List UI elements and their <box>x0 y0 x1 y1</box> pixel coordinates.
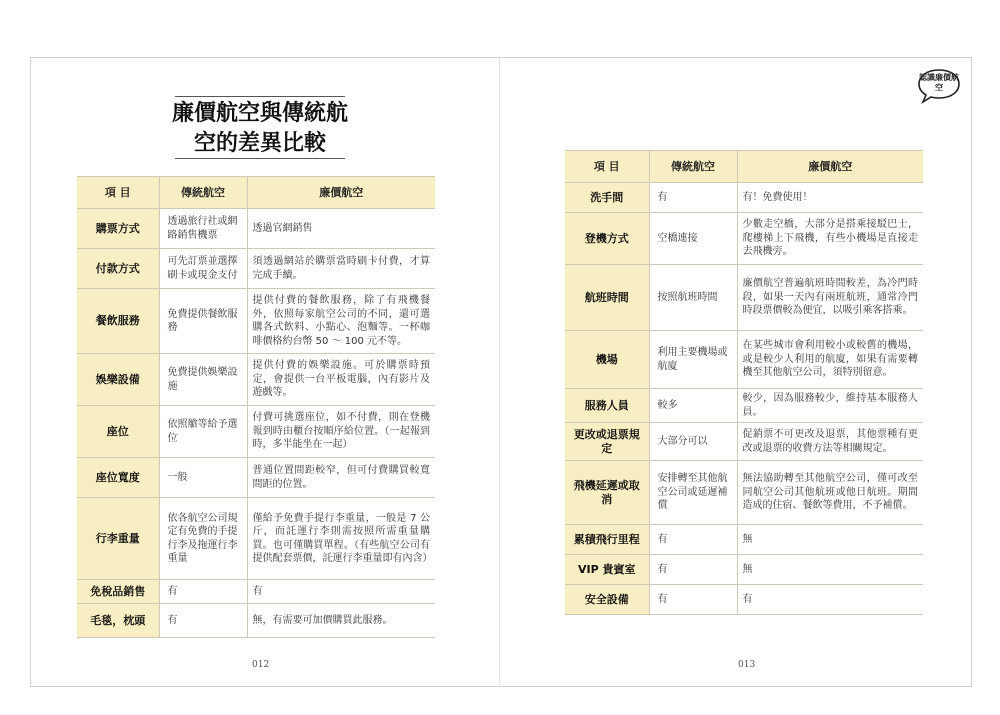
table-row <box>77 580 435 604</box>
row-lowcost-cell: 促銷票不可更改及退票，其他票種有更改或退票的收費方法等相關規定。 <box>737 423 923 461</box>
row-item-cell: 行李重量 <box>77 498 159 580</box>
page-title <box>140 98 380 158</box>
row-lowcost-cell: 須透過網站於購票當時刷卡付費，才算完成手續。 <box>247 249 435 289</box>
row-lowcost-cell: 無法協助轉至其他航空公司，僅可改至同航空公司其他航班或他日航班。期間造成的住宿、餐飲等費用，不予補償。 <box>737 461 923 525</box>
row-traditional-cell: 依各航空公司規定有免費的手提行李及拖運行李重量 <box>159 498 247 580</box>
row-traditional-cell: 一般 <box>159 458 247 498</box>
row-lowcost-cell: 較少，因為服務較少，維持基本服務人員。 <box>737 389 923 423</box>
page-gutter <box>499 57 500 685</box>
row-traditional-cell: 有 <box>649 555 737 585</box>
row-lowcost-cell: 無，有需要可加價購買此服務。 <box>247 604 435 638</box>
row-item-cell: 洗手間 <box>565 183 649 213</box>
row-traditional-cell: 安排轉至其他航空公司或延遲補償 <box>649 461 737 525</box>
table-row <box>565 525 923 555</box>
table-row <box>565 183 923 213</box>
row-item-cell: VIP 貴賓室 <box>565 555 649 585</box>
header-item: 項 目 <box>77 177 159 209</box>
title-rule-bottom <box>175 158 345 159</box>
title-line-1: 廉價航空與傳統航 <box>171 100 348 126</box>
table-header-row <box>565 151 923 183</box>
row-lowcost-cell: 在某些城市會利用較小或較舊的機場，或是較少人利用的航廈，如果有需要轉機至其他航空公司，須特別留意。 <box>737 331 923 389</box>
row-lowcost-cell: 僅給予免費手提行李重量，一般是 7 公斤，而託運行李則需按照所需重量購買。也可僅購買單程。（有些航空公司有提供配套票價，託運行李重量即有內含） <box>247 498 435 580</box>
title-rule-top <box>175 96 345 97</box>
row-lowcost-cell: 少數走空橋，大部分是搭乘接駁巴士，爬樓梯上下飛機，有些小機場是直接走去飛機旁。 <box>737 213 923 265</box>
row-item-cell: 免稅品銷售 <box>77 580 159 604</box>
row-item-cell: 付款方式 <box>77 249 159 289</box>
badge-text: 認識廉價航空 <box>919 73 959 92</box>
row-item-cell: 累積飛行里程 <box>565 525 649 555</box>
table-row <box>565 389 923 423</box>
header-traditional: 傳統航空 <box>649 151 737 183</box>
table-row <box>77 209 435 249</box>
row-traditional-cell: 依照艙等給予選位 <box>159 406 247 458</box>
row-traditional-cell: 按照航班時間 <box>649 265 737 331</box>
row-traditional-cell: 可先訂票並選擇刷卡或現金支付 <box>159 249 247 289</box>
comparison-table-left <box>77 176 435 638</box>
row-item-cell: 購票方式 <box>77 209 159 249</box>
row-traditional-cell: 有 <box>649 183 737 213</box>
row-traditional-cell: 有 <box>649 525 737 555</box>
row-lowcost-cell: 有 <box>737 585 923 615</box>
row-lowcost-cell: 無 <box>737 555 923 585</box>
row-traditional-cell: 較多 <box>649 389 737 423</box>
table-row <box>77 354 435 406</box>
row-lowcost-cell: 提供付費的餐飲服務，除了有飛機餐外，依照每家航空公司的不同，還可選購各式飲料、小點心、泡麵等。一杯咖啡價格約台幣 50 ～ 100 元不等。 <box>247 289 435 354</box>
row-item-cell: 座位 <box>77 406 159 458</box>
row-item-cell: 安全設備 <box>565 585 649 615</box>
row-item-cell: 飛機延遲或取消 <box>565 461 649 525</box>
row-lowcost-cell: 付費可挑選座位，如不付費，則在登機報到時由櫃台按順序給位置。（一起報到時，多半能坐在一起） <box>247 406 435 458</box>
row-traditional-cell: 有 <box>649 585 737 615</box>
row-lowcost-cell: 普通位置間距較窄，但可付費購買較寬間距的位置。 <box>247 458 435 498</box>
row-traditional-cell: 大部分可以 <box>649 423 737 461</box>
header-traditional: 傳統航空 <box>159 177 247 209</box>
table-row <box>565 265 923 331</box>
badge-label <box>919 73 959 93</box>
row-item-cell: 娛樂設備 <box>77 354 159 406</box>
title-line-2: 空的差異比較 <box>193 130 326 156</box>
row-item-cell: 航班時間 <box>565 265 649 331</box>
row-traditional-cell: 有 <box>159 604 247 638</box>
table-row <box>565 461 923 525</box>
row-traditional-cell: 利用主要機場或航廈 <box>649 331 737 389</box>
table-row <box>77 249 435 289</box>
row-item-cell: 更改或退票規定 <box>565 423 649 461</box>
table-row <box>77 604 435 638</box>
row-item-cell: 座位寬度 <box>77 458 159 498</box>
row-traditional-cell: 空橋連接 <box>649 213 737 265</box>
comparison-table-right <box>565 150 923 615</box>
page-number-left: 012 <box>252 660 270 670</box>
header-lowcost: 廉價航空 <box>737 151 923 183</box>
header-item: 項 目 <box>565 151 649 183</box>
row-item-cell: 毛毯，枕頭 <box>77 604 159 638</box>
table-row <box>77 458 435 498</box>
row-traditional-cell: 有 <box>159 580 247 604</box>
table-row <box>565 213 923 265</box>
row-traditional-cell: 透過旅行社或網路銷售機票 <box>159 209 247 249</box>
table-row <box>77 498 435 580</box>
table-row <box>565 423 923 461</box>
row-lowcost-cell: 提供付費的娛樂設施。可於購票時預定，會提供一台平板電腦，內有影片及遊戲等。 <box>247 354 435 406</box>
table-row <box>565 555 923 585</box>
row-lowcost-cell: 透過官網銷售 <box>247 209 435 249</box>
row-item-cell: 服務人員 <box>565 389 649 423</box>
table-header-row <box>77 177 435 209</box>
header-lowcost: 廉價航空 <box>247 177 435 209</box>
row-lowcost-cell: 有！免費使用！ <box>737 183 923 213</box>
row-item-cell: 機場 <box>565 331 649 389</box>
right-rows <box>565 183 923 615</box>
row-traditional-cell: 免費提供餐飲服務 <box>159 289 247 354</box>
table-row <box>77 289 435 354</box>
page-number-right: 013 <box>738 660 756 670</box>
row-item-cell: 餐飲服務 <box>77 289 159 354</box>
table-row <box>77 406 435 458</box>
row-traditional-cell: 免費提供娛樂設施 <box>159 354 247 406</box>
left-rows <box>77 209 435 638</box>
table-row <box>565 331 923 389</box>
row-lowcost-cell: 廉價航空普遍航班時間較差，為冷門時段，如果一天內有兩班航班，通常冷門時段票價較為便宜，以吸引乘客搭乘。 <box>737 265 923 331</box>
row-lowcost-cell: 有 <box>247 580 435 604</box>
row-lowcost-cell: 無 <box>737 525 923 555</box>
row-item-cell: 登機方式 <box>565 213 649 265</box>
table-row <box>565 585 923 615</box>
